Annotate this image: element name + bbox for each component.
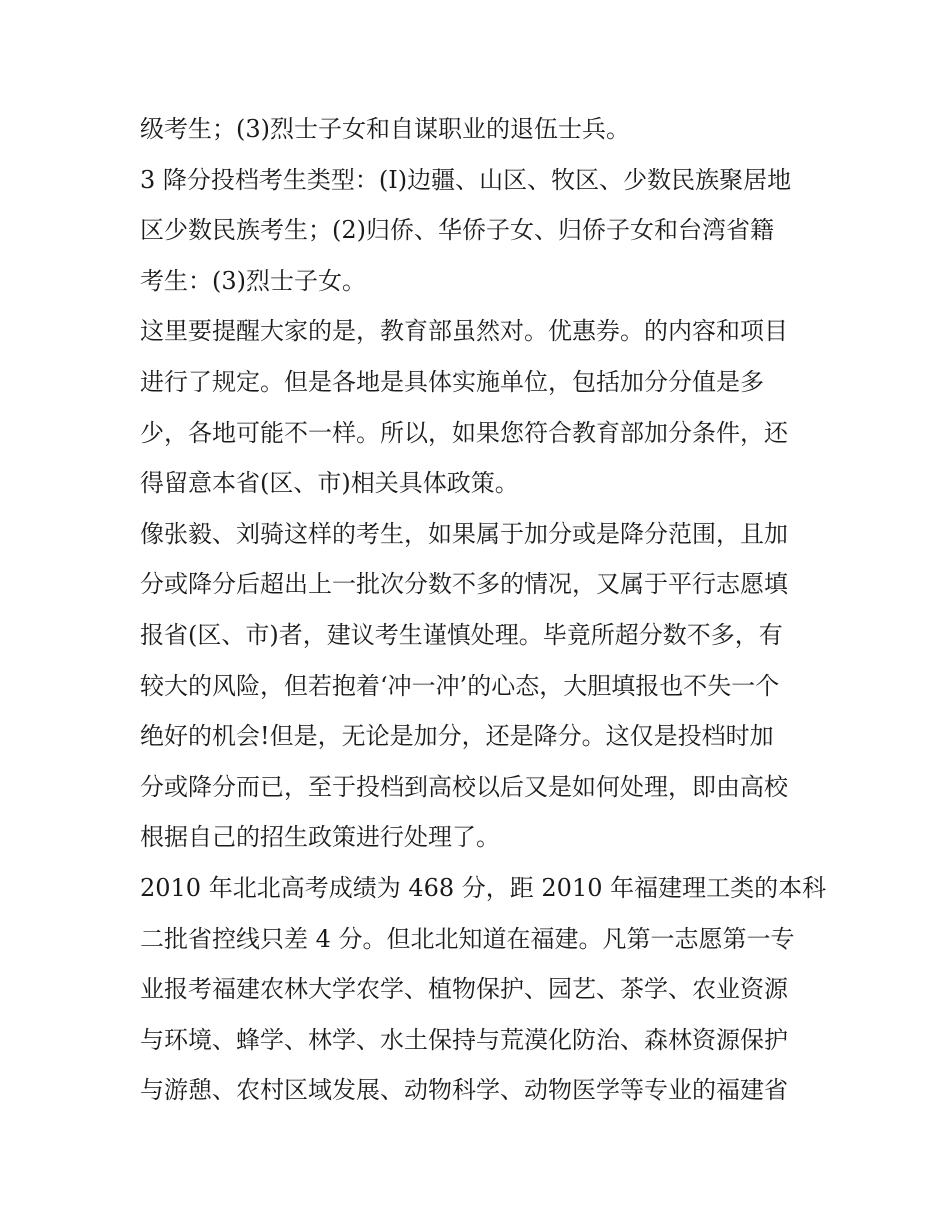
text-line-12: 较大的风险，但若抱着‘冲一冲’的心态，大胆填报也不失一个 xyxy=(140,671,780,700)
text-line-20: 与游憩、农村区域发展、动物科学、动物医学等专业的福建省 xyxy=(140,1076,788,1105)
text-line-4: 考生：(3)烈士子女。 xyxy=(140,266,366,295)
document-body xyxy=(140,104,827,1116)
text-line-10: 分或降分后超出上一批次分数不多的情况，又属于平行志愿填 xyxy=(140,570,788,599)
text-line-9: 像张毅、刘骑这样的考生，如果属于加分或是降分范围，且加 xyxy=(140,519,788,548)
text-line-3: 区少数民族考生；(2)归侨、华侨子女、归侨子女和台湾省籍 xyxy=(140,216,774,245)
text-line-16: 2010 年北北高考成绩为 468 分，距 2010 年福建理工类的本科 xyxy=(140,873,827,902)
text-line-15: 根据自己的招生政策进行处理了。 xyxy=(140,823,500,852)
text-line-11: 报省(区、市)者，建议考生谨慎处理。毕竟所超分数不多，有 xyxy=(140,620,783,649)
text-line-5: 这里要提醒大家的是，教育部虽然对。优惠券。的内容和项目 xyxy=(140,317,788,346)
text-line-17: 二批省控线只差 4 分。但北北知道在福建。凡第一志愿第一专 xyxy=(140,924,795,953)
text-line-18: 业报考福建农林大学农学、植物保护、园艺、茶学、农业资源 xyxy=(140,975,788,1004)
text-line-6: 进行了规定。但是各地是具体实施单位，包括加分分值是多 xyxy=(140,367,764,396)
text-line-13: 绝好的机会!但是，无论是加分，还是降分。这仅是投档时加 xyxy=(140,722,774,751)
text-line-8: 得留意本省(区、市)相关具体政策。 xyxy=(140,469,519,498)
text-line-19: 与环境、蜂学、林学、水土保持与荒漠化防治、森林资源保护 xyxy=(140,1025,788,1054)
text-line-14: 分或降分而已，至于投档到高校以后又是如何处理，即由高校 xyxy=(140,772,788,801)
text-line-7: 少，各地可能不一样。所以，如果您符合教育部加分条件，还 xyxy=(140,418,788,447)
text-line-2: 3 降分投档考生类型：(I)边疆、山区、牧区、少数民族聚居地 xyxy=(140,165,792,194)
text-line-1: 级考生；(3)烈士子女和自谋职业的退伍士兵。 xyxy=(140,115,630,143)
